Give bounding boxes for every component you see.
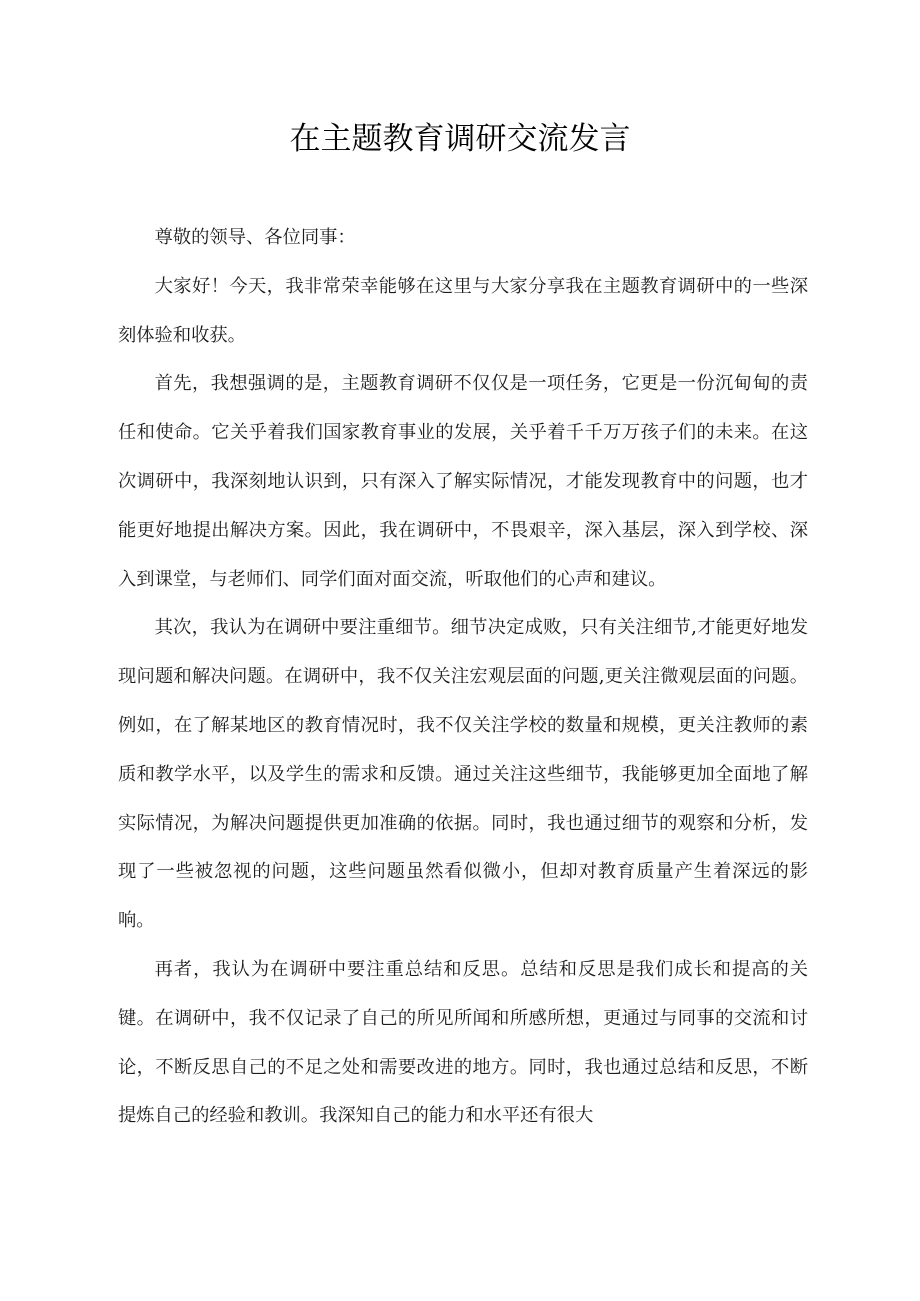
greeting-paragraph: 大家好！今天，我非常荣幸能够在这里与大家分享我在主题教育调研中的一些深刻体验和收获。	[118, 275, 808, 346]
document-body	[118, 214, 808, 1141]
second-point-paragraph: 其次，我认为在调研中要注重细节。细节决定成败，只有关注细节,才能更好地发现问题和解决问题。在调研中，我不仅关注宏观层面的问题,更关注微观层面的问题。例如，在了解某地区的教育情况时，我不仅关注学校的数量和规模，更关注教师的素质和教学水平，以及学生的需求和反馈。通过关注这些细节，我能够更加全面地了解实际情况，为解决问题提供更加准确的依据。同时，我也通过细节的观察和分析，发现了一些被忽视的问题，这些问题虽然看似微小，但却对教育质量产生着深远的影响。	[118, 617, 808, 932]
third-point-paragraph: 再者，我认为在调研中要注重总结和反思。总结和反思是我们成长和提高的关键。在调研中，我不仅记录了自己的所见所闻和所感所想，更通过与同事的交流和讨论，不断反思自己的不足之处和需要改进的地方。同时，我也通过总结和反思，不断提炼自己的经验和教训。我深知自己的能力和水平还有很大	[118, 958, 808, 1127]
document-title: 在主题教育调研交流发言	[289, 121, 631, 157]
first-point-paragraph: 首先，我想强调的是，主题教育调研不仅仅是一项任务，它更是一份沉甸甸的责任和使命。它关乎着我们国家教育事业的发展，关乎着千千万万孩子们的未来。在这次调研中，我深刻地认识到，只有深入了解实际情况，才能发现教育中的问题，也才能更好地提出解决方案。因此，我在调研中，不畏艰辛，深入基层，深入到学校、深入到课堂，与老师们、同学们面对面交流，听取他们的心声和建议。	[118, 373, 808, 590]
salutation-paragraph: 尊敬的领导、各位同事：	[154, 227, 356, 248]
